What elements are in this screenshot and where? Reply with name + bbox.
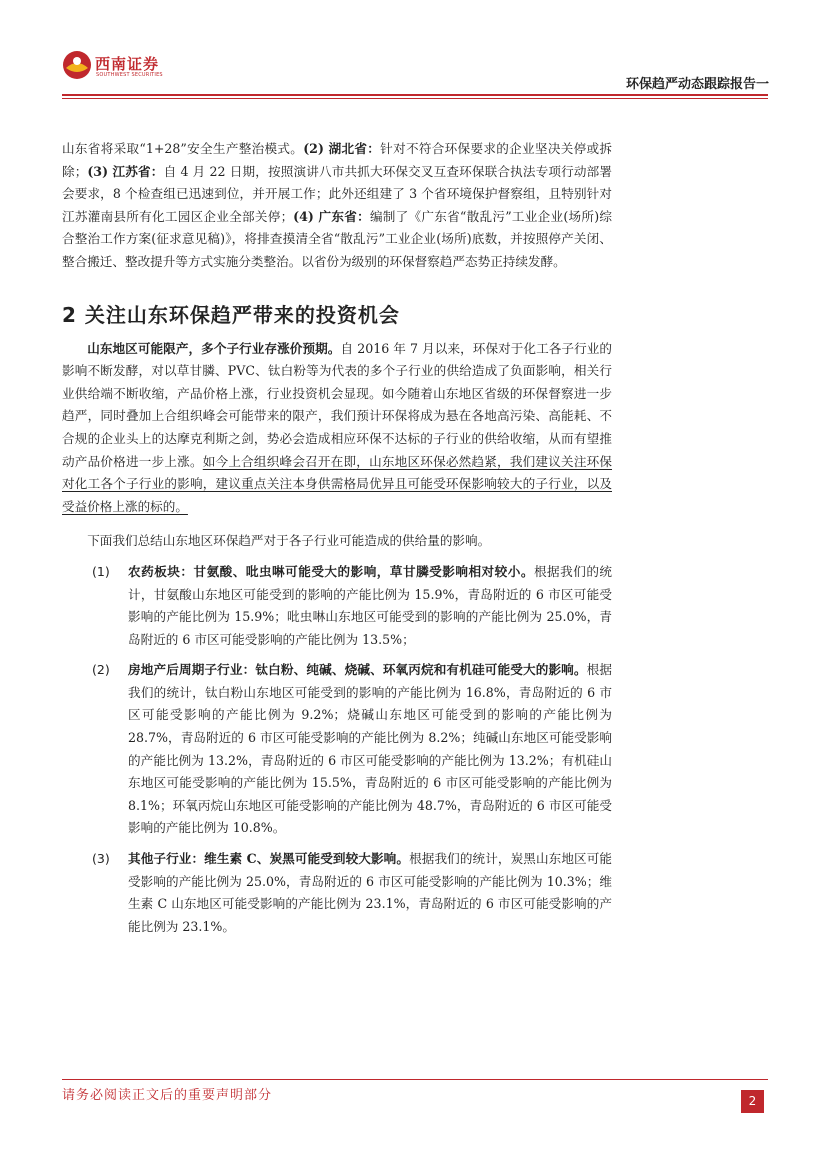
underlined-recommendation: 如今上合组织峰会召开在即，山东地区环保必然趋紧，我们建议关注环保对化工各个子行业的影响，建议重点关注本身供需格局优异且可能受环保影响较大的子行业，以及受益价格上涨的标的。 [62, 453, 613, 514]
section-heading [62, 300, 612, 330]
list-item-lead: 房地产后周期子行业：钛白粉、纯碱、烧碱、环氧丙烷和有机硅可能受大的影响。 [128, 662, 587, 678]
list-item [62, 561, 612, 651]
header-divider-thin [62, 98, 768, 99]
summary-intro: 下面我们总结山东地区环保趋严对于各子行业可能造成的供给量的影响。 [87, 533, 491, 549]
list-item-label: (3) [92, 851, 110, 867]
logo-mark-icon [62, 50, 92, 80]
logo-name: 西南证券 [95, 55, 160, 73]
list-item-lead: 其他子行业：维生素 C、炭黑可能受到较大影响。 [128, 851, 410, 867]
report-title: 环保趋严动态跟踪报告一 [625, 77, 769, 92]
brand-logo [62, 50, 172, 86]
disclaimer-note: 请务必阅读正文后的重要声明部分 [62, 1088, 273, 1103]
section-number: 2 [62, 302, 77, 327]
list-item-label: (2) [92, 662, 110, 678]
intro-paragraph: 山东省将采取“1+28”安全生产整治模式。(2) 湖北省：针对不符合环保要求的企业坚决关停或拆除；(3) 江苏省：自 4 月 22 日期，按照演讲八市共抓大环保交叉互查环保联合执法专项行动部署会要求，8 个检查组已迅速到位，并开展工作；此外还组建了 3 个省环境保护督察组，且特别针对江苏灌南县所有化工园区企业全部关停；(4) 广东省：编制了《广东省“散乱污”工业企业(场所)综合整治工作方案(征求意见稿)》，将排查摸清全省“散乱污”工业企业(场所)底数，并按照停产关闭、整合搬迁、整改提升等方式实施分类整治。以省份为级别的环保督察趋严态势正持续发酵。 [62, 141, 612, 269]
header-divider [62, 94, 768, 96]
page-number: 2 [741, 1090, 764, 1113]
intro-bold-hubei: (2) 湖北省： [303, 141, 381, 156]
footer-divider [62, 1079, 768, 1080]
list-item-text: 根据我们的统计，甘氨酸山东地区可能受到的影响的产能比例为 15.9%，青岛附近的 6 市区可能受影响的产能比例为 15.9%；吡虫啉山东地区可能受到的影响的产能比例为 25.0%，青岛附近的 6 市区可能受影响的产能比例为 13.5%； [128, 563, 613, 647]
logo-subtitle: SOUTHWEST SECURITIES [96, 72, 163, 78]
intro-bold-guangdong: (4) 广东省： [293, 208, 370, 224]
list-item-lead: 农药板块：甘氨酸、吡虫啉可能受大的影响，草甘膦受影响相对较小。 [128, 563, 534, 579]
list-item [62, 659, 612, 840]
document-body [62, 138, 612, 938]
intro-bold-jiangsu: (3) 江苏省： [87, 163, 164, 179]
list-item [62, 848, 612, 938]
paragraph-lead: 山东地区可能限产，多个子行业存涨价预期。 [87, 340, 341, 356]
list-item-label: (1) [92, 563, 110, 579]
list-item-text: 根据我们的统计，钛白粉山东地区可能受到的影响的产能比例为 16.8%，青岛附近的 6 市区可能受影响的产能比例为 9.2%；烧碱山东地区可能受到的影响的产能比例为 28.7%，青岛附近的 6 市区可能受影响的产能比例为 8.2%；纯碱山东地区可能受影响的产能比例为 13.2%，青岛附近的 6 市区可能受影响的产能比例为 13.2%；有机硅山东地区可能受影响的产能比例为 15.5%，青岛附近的 6 市区可能受影响的产能比例为 8.1%；环氧丙烷山东地区可能受影响的产能比例为 48.7%，青岛附近的 6 市区可能受影响的产能比例为 10.8%。 [128, 662, 613, 836]
section-paragraph: 山东地区可能限产，多个子行业存涨价预期。自 2016 年 7 月以来，环保对于化工各子行业的影响不断发酵，对以草甘膦、PVC、钛白粉等为代表的多个子行业的供给造成了负面影响，相关行业供给端不断收缩，产品价格上涨，行业投资机会显现。如今随着山东地区省级的环保督察进一步趋严，同时叠加上合组织峰会可能带来的限产，我们预计环保将成为悬在各地高污染、高能耗、不合规的企业头上的达摩克利斯之剑，势必会造成相应环保不达标的子行业的供给收缩，从而有望推动产品价格进一步上涨。如今上合组织峰会召开在即，山东地区环保必然趋紧，我们建议关注环保对化工各个子行业的影响，建议重点关注本身供需格局优异且可能受环保影响较大的子行业，以及受益价格上涨的标的。 [62, 340, 613, 514]
section-title: 关注山东环保趋严带来的投资机会 [84, 302, 400, 327]
list-item-text: 根据我们的统计，炭黑山东地区可能受影响的产能比例为 25.0%，青岛附近的 6 市区可能受影响的产能比例为 10.3%；维生素 C 山东地区可能受影响的产能比例为 23.1%，青岛附近的 6 市区可能受影响的产能比例为 23.1%。 [128, 851, 612, 934]
